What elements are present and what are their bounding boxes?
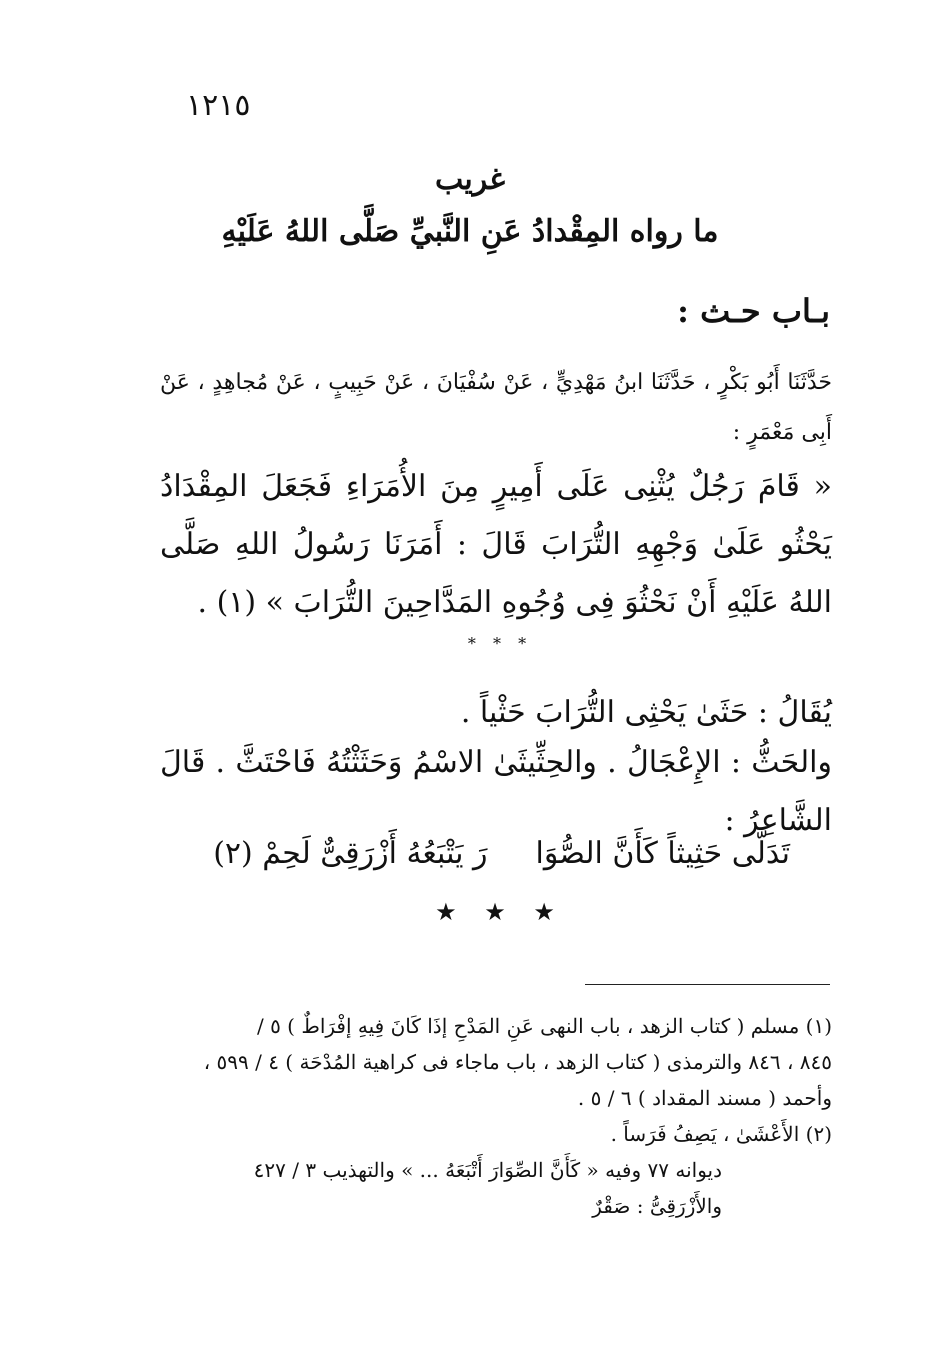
footnote-1-line-3: وأحمد ( مسند المقداد ) ٦ / ٥ .: [577, 1086, 832, 1110]
page-number: ١٢١٥: [186, 88, 251, 123]
footnote-1-line-1: (١) مسلم ( كتاب الزهد ، باب النهى عَنِ المَدْحِ إذَا كَانَ فِيهِ إفْرَاطٌ ) ٥ /: [256, 1014, 832, 1038]
hadith-paragraph: « قَامَ رَجُلٌ يُثْنِى عَلَى أَمِيرٍ مِنَ الأُمَرَاءِ فَجَعَلَ المِقْدَادُ يَحْثُو عَلَىٰ وَجْهِهِ التُّرَابَ قَالَ : أَمَرَنَا رَسُولُ اللهِ صَلَّى اللهُ عَلَيْهِ أَنْ نَحْثُوَ فِى وُجُوهِ المَدَّاحِينَ التُّرَابَ » (١) .: [160, 469, 832, 620]
verse-first-hemistich: تَدَلَّى حَثِيثاً كَأَنَّ الصُّوَا: [535, 836, 790, 871]
footnote-1-line-2: ٨٤٥ ، ٨٤٦ والترمذى ( كتاب الزهد ، باب ماجاء فى كراهية المُدْحَة ) ٤ / ٥٩٩ ،: [203, 1050, 832, 1074]
poetry-verse: [213, 836, 790, 871]
section-subtitle: ما رواه المِقْدادُ عَنِ النَّبيِّ صَلَّى اللهُ عَلَيْهِ: [221, 214, 719, 249]
verse-second-hemistich: رَ يَتْبَعُهُ أَزْرَقِىٌّ لَحِمْ (٢): [213, 836, 488, 871]
gloss-line-1: يُقَالُ : حَثَىٰ يَحْثِى التُّرَابَ حَثْياً .: [460, 695, 832, 730]
section-title: غريب: [434, 162, 506, 197]
footnote-divider: [585, 984, 830, 985]
end-ornament: ★ ★ ★: [435, 898, 565, 926]
footnotes: [150, 1008, 832, 1224]
section-separator: * * *: [467, 634, 533, 653]
isnad-paragraph: حَدَّثَنَا أَبُو بَكْرٍ ، حَدَّثَنَا ابنُ مَهْدِيٍّ ، عَنْ سُفْيَانَ ، عَنْ حَبِيبٍ ، عَنْ مُجاهِدٍ ، عَنْ أَبِى مَعْمَرٍ :: [160, 370, 833, 445]
footnote-2-line-3: والأَزْرَقِىُّ : صَقْرٌ: [592, 1194, 722, 1218]
footnote-2-line-1: (٢) الأَعْشَىٰ ، يَصِفُ فَرَساً .: [610, 1122, 832, 1146]
footnote-2-line-2: ديوانه ٧٧ وفيه « كَأَنَّ الصِّوَارَ أَتْبَعَهُ ... » والتهذيب ٣ / ٤٢٧: [253, 1158, 722, 1182]
chapter-heading: بـاب حـث :: [677, 292, 830, 330]
gloss-line-2: والحَثُّ : الإِعْجَالُ . والحِثِّيثَىٰ الاسْمُ وَحَثَثْتُهُ فَاحْتَثَّ . قَالَ الشَّاعِرُ :: [160, 745, 832, 838]
